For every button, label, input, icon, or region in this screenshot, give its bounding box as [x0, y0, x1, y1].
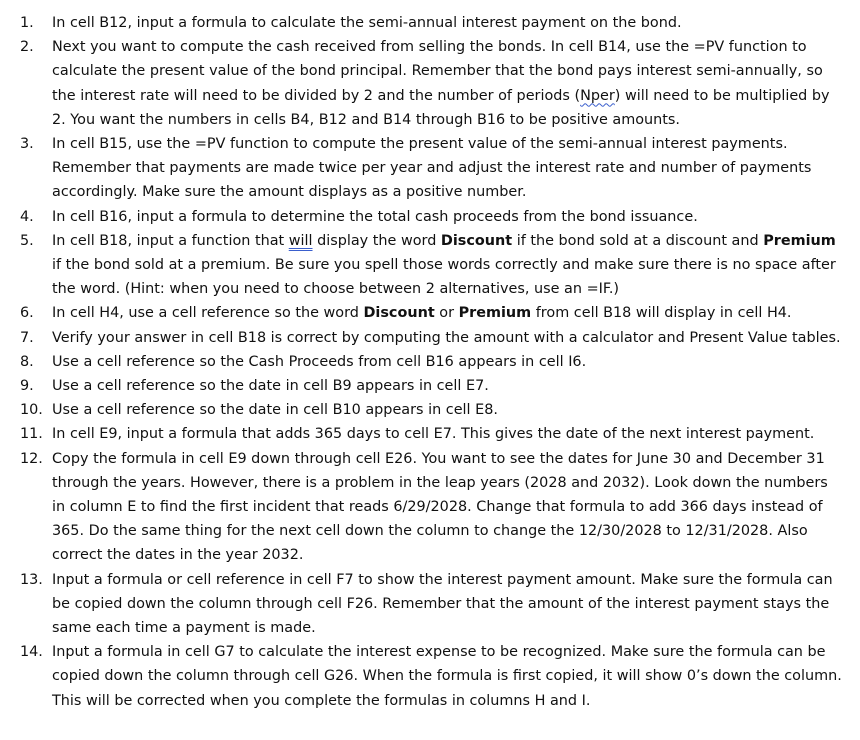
- text-run: or: [434, 305, 459, 322]
- instruction-item: [20, 132, 842, 205]
- bold-keyword: Premium: [763, 232, 836, 249]
- instruction-item: [20, 326, 842, 350]
- text-run: Next you want to compute the cash received from selling the bonds. In cell B14, use the =PV function to calculate the present value of the bond principal. Remember that the bond pays interest semi-annually, so the interest rate will need to be divided by 2 and the number of periods (: [52, 39, 823, 104]
- step-number: 4.: [20, 208, 34, 225]
- text-run: Use a cell reference so the Cash Proceeds from cell B16 appears in cell I6.: [52, 353, 587, 370]
- text-run: from cell B18 will display in cell H4.: [531, 305, 792, 322]
- instruction-item: [20, 11, 842, 35]
- text-run: Use a cell reference so the date in cell B9 appears in cell E7.: [52, 378, 489, 395]
- instruction-item: [20, 568, 842, 641]
- instruction-item: [20, 205, 842, 229]
- spellcheck-flagged-word: Nper: [580, 87, 615, 104]
- step-text: [52, 422, 842, 446]
- step-number: 3.: [20, 136, 34, 153]
- text-run: display the word: [312, 232, 441, 249]
- step-number: 5.: [20, 232, 34, 249]
- text-run: In cell B15, use the =PV function to compute the present value of the semi-annual interest payments. Remember that payments are made twice per year and adjust the interest rate and number of payments accordingly. Make sure the amount displays as a positive number.: [52, 136, 812, 201]
- step-number: 6.: [20, 305, 34, 322]
- instruction-item: [20, 35, 842, 132]
- step-number: 10.: [20, 402, 43, 419]
- step-text: [52, 229, 842, 302]
- step-text: [52, 447, 842, 568]
- step-number: 11.: [20, 426, 43, 443]
- step-number: 8.: [20, 353, 34, 370]
- instruction-item: [20, 447, 842, 568]
- step-number: 7.: [20, 329, 34, 346]
- instruction-item: [20, 398, 842, 422]
- bold-keyword: Discount: [363, 305, 435, 322]
- step-number: 2.: [20, 39, 34, 56]
- step-number: 1.: [20, 15, 34, 31]
- text-run: Use a cell reference so the date in cell B10 appears in cell E8.: [52, 402, 498, 419]
- text-run: Input a formula in cell G7 to calculate the interest expense to be recognized. Make sure the formula can be copied down the column through cell G26. When the formula is first copied, it will show 0’s down the column. This will be corrected when you complete the formulas in columns H and I.: [52, 644, 842, 709]
- step-number: 14.: [20, 644, 43, 661]
- step-text: [52, 301, 842, 325]
- text-run: if the bond sold at a discount and: [512, 232, 764, 249]
- text-run: In cell B18, input a function that: [52, 232, 289, 249]
- text-run: In cell E9, input a formula that adds 365 days to cell E7. This gives the date of the next interest payment.: [52, 426, 815, 443]
- step-text: [52, 205, 842, 229]
- step-text: [52, 132, 842, 205]
- bold-keyword: Discount: [440, 232, 513, 249]
- instruction-item: [20, 229, 842, 302]
- step-text: [52, 374, 842, 398]
- text-run: In cell B12, input a formula to calculate the semi-annual interest payment on the bond.: [52, 15, 682, 31]
- text-run: if the bond sold at a premium. Be sure you spell those words correctly and make sure there is no space after the word. (Hint: when you need to choose between 2 alternatives, use an =IF.): [52, 257, 836, 298]
- step-text: [52, 350, 842, 374]
- step-text: [52, 398, 842, 422]
- text-run: Input a formula or cell reference in cell F7 to show the interest payment amount. Make sure the formula can be copied down the column through cell F26. Remember that the amount of the interest payment stays the same each time a payment is made.: [52, 571, 833, 637]
- text-run: In cell B16, input a formula to determine the total cash proceeds from the bond issuance.: [52, 208, 698, 225]
- instruction-item: [20, 301, 842, 325]
- step-number: 13.: [20, 571, 43, 588]
- instruction-item: [20, 640, 842, 713]
- step-number: 9.: [20, 378, 34, 395]
- text-run: Verify your answer in cell B18 is correct by computing the amount with a calculator and Present Value tables.: [52, 329, 841, 346]
- instruction-item: [20, 422, 842, 446]
- instruction-item: [20, 374, 842, 398]
- text-run: In cell H4, use a cell reference so the word: [52, 305, 364, 322]
- step-text: [52, 35, 842, 132]
- step-text: [52, 640, 842, 713]
- text-run: ) will need to be multiplied by 2. You want the numbers in cells B4, B12 and B14 through B16 to be positive amounts.: [52, 87, 830, 128]
- bold-keyword: Premium: [458, 305, 532, 322]
- step-text: [52, 568, 842, 641]
- step-text: [52, 11, 842, 35]
- text-run: Copy the formula in cell E9 down through cell E26. You want to see the dates for June 30 and December 31 through the years. However, there is a problem in the leap years (2028 and 2032). Look down the numbers in column E to find the first incident that reads 6/29/2028. Change that formula to add 366 days instead of 365. Do the same thing for the next cell down the column to change the 12/30/2028 to 12/31/2028. Also correct the dates in the year 2032.: [52, 450, 828, 564]
- step-number: 12.: [20, 450, 43, 467]
- instruction-item: [20, 350, 842, 374]
- step-text: [52, 326, 842, 350]
- grammar-flagged-word: will: [288, 232, 313, 249]
